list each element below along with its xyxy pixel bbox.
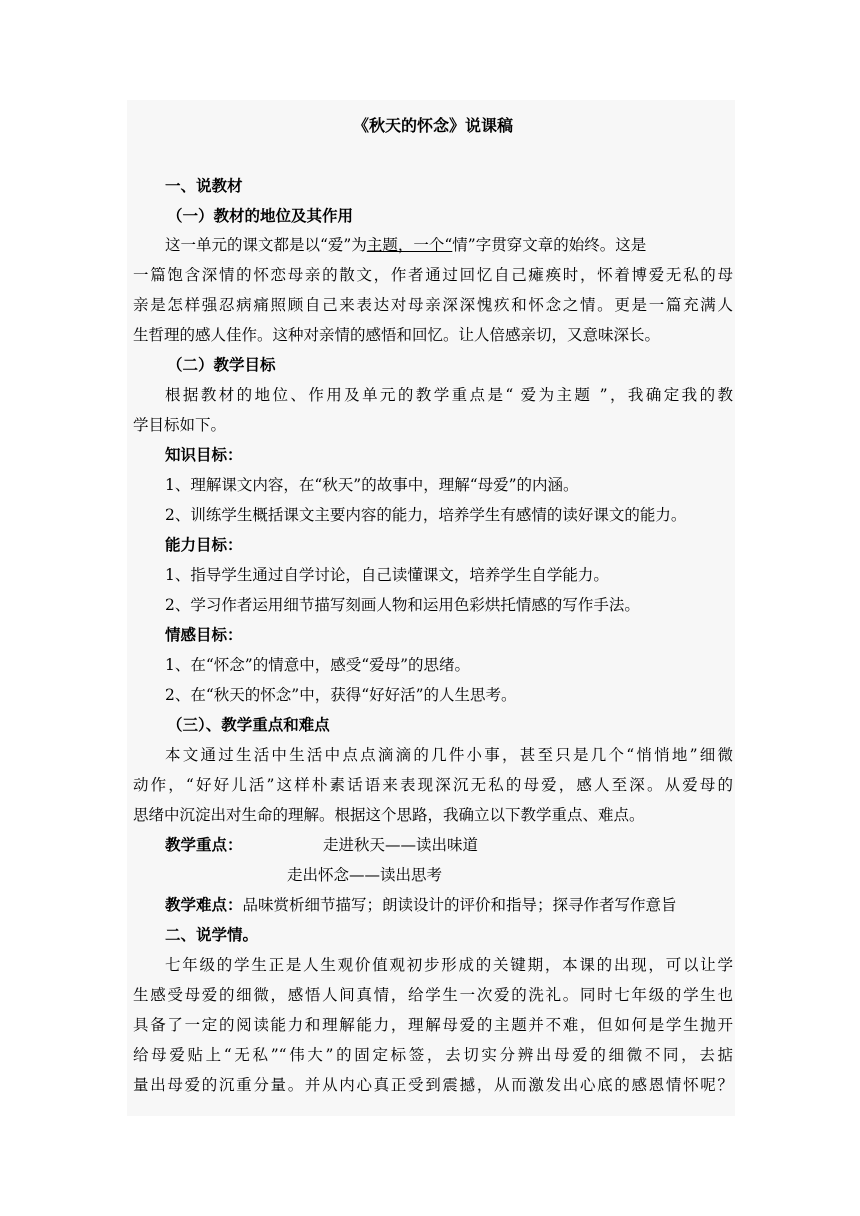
paragraph-line: 给母爱贴上“无私”“伟大”的固定标签，去切实分辨出母爱的细微不同，去掂 [133, 1046, 733, 1064]
paragraph-line: 动作，“好好儿活”这样朴素话语来表现深沉无私的母爱，感人至深。从爱母的 [133, 776, 733, 794]
subheading-goals: （二）教学目标 [167, 355, 276, 374]
paragraph-line: 七年级的学生正是人生观价值观初步形成的关键期，本课的出现，可以让学 [165, 956, 733, 974]
paragraph-line: 思绪中沉淀出对生命的理解。根据这个思路，我确立以下教学重点、难点。 [133, 806, 645, 824]
emotion-goals-heading: 情感目标： [165, 625, 243, 644]
paragraph-line: 生哲理的感人佳作。这种对亲情的感悟和回忆。让人倍感亲切，又意味深长。 [133, 326, 661, 344]
difficult-points-line [165, 895, 677, 915]
paragraph-line: 这一单元的课文都是以“爱”为主题，一个“情”字贯穿文章的始终。这是 [165, 236, 647, 254]
key-point-item: 走进秋天——读出味道 [323, 836, 479, 854]
key-points-label: 教学重点： [165, 835, 243, 854]
list-item: 1、在“怀念”的情意中，感受“爱母”的思绪。 [165, 656, 471, 674]
list-item: 2、学习作者运用细节描写刻画人物和运用色彩烘托情感的写作手法。 [165, 596, 640, 614]
paragraph-line: 本文通过生活中生活中点点滴滴的几件小事，甚至只是几个“悄悄地”细微 [165, 746, 733, 764]
section-heading-textbook: 一、说教材 [165, 176, 243, 195]
list-item: 2、训练学生概括课文主要内容的能力，培养学生有感情的读好课文的能力。 [165, 506, 687, 524]
paragraph-line: 量出母爱的沉重分量。并从内心真正受到震撼，从而激发出心底的感恩情怀呢？ [133, 1076, 733, 1094]
subheading-status: （一）教材的地位及其作用 [167, 206, 354, 225]
knowledge-goals-heading: 知识目标： [165, 445, 243, 464]
list-item: 1、指导学生通过自学讨论，自己读懂课文，培养学生自学能力。 [165, 566, 609, 584]
key-point-item: 走出怀念——读出思考 [287, 866, 443, 884]
paragraph-line: 根据教材的地位、作用及单元的教学重点是“ 爱为主题 ”，我确定我的教 [165, 386, 733, 404]
ability-goals-heading: 能力目标： [165, 535, 243, 554]
underlined-text: 主题，一个“ [366, 236, 453, 254]
list-item: 1、理解课文内容，在“秋天”的故事中，理解“母爱”的内涵。 [165, 476, 579, 494]
difficult-points-text: 品味赏析细节描写；朗读设计的评价和指导；探寻作者写作意旨 [242, 896, 677, 914]
paragraph-line: 一篇饱含深情的怀恋母亲的散文，作者通过回忆自己瘫痪时，怀着博爱无私的母 [133, 266, 733, 284]
paragraph-line: 亲是怎样强忍病痛照顾自己来表达对母亲深深愧疚和怀念之情。更是一篇充满人 [133, 296, 733, 314]
difficult-points-label: 教学难点： [165, 895, 243, 914]
subheading-key-points: （三）、教学重点和难点 [167, 715, 330, 734]
paragraph-line: 学目标如下。 [133, 416, 227, 434]
page-title: 《秋天的怀念》说课稿 [352, 116, 513, 135]
paragraph-line: 具备了一定的阅读能力和理解能力，理解母爱的主题并不难，但如何是学生抛开 [133, 1016, 733, 1034]
list-item: 2、在“秋天的怀念”中，获得“好好活”的人生思考。 [165, 686, 517, 704]
section-heading-students: 二、说学情。 [165, 925, 259, 944]
paragraph-line: 生感受母爱的细微，感悟人间真情，给学生一次爱的洗礼。同时七年级的学生也 [133, 986, 733, 1004]
